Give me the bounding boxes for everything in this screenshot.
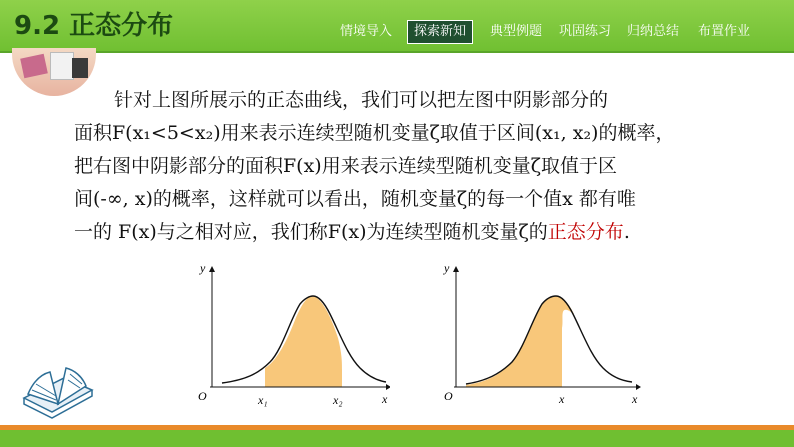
footer-bar: [0, 430, 794, 447]
normal-curve-left-graph: [190, 258, 390, 408]
text-line: 针对上图所展示的正态曲线，我们可以把左图中阴影部分的: [114, 89, 609, 111]
x-axis-label: x: [382, 392, 388, 406]
shaded-area-x1-x2: [265, 296, 342, 387]
text-line: 一的 F(x)与之相对应，我们称F(x)为连续型随机变量ζ的: [74, 221, 548, 243]
x1-label: x₁: [258, 393, 268, 407]
y-axis-label: y: [200, 261, 206, 275]
nav-explore-new[interactable]: 探索新知: [407, 20, 473, 44]
highlight-term: 正态分布: [547, 221, 624, 243]
nav-situation-intro[interactable]: 情境导入: [340, 24, 393, 39]
y-axis-arrow: [209, 266, 215, 272]
text-end: .: [623, 221, 630, 243]
x-axis-arrow: [386, 384, 390, 390]
y-axis-label: y: [444, 261, 450, 275]
nav-typical-examples[interactable]: 典型例题: [490, 24, 543, 39]
text-line: 把右图中阴影部分的面积F(x)用来表示连续型随机变量ζ取值于区: [74, 155, 618, 177]
origin-label: O: [198, 389, 207, 403]
header-divider: [0, 51, 794, 53]
nav-practice[interactable]: 巩固练习: [559, 24, 612, 39]
shaded-area-left-of-x: [466, 296, 574, 387]
x-axis-arrow: [636, 384, 641, 390]
nav-homework[interactable]: 布置作业: [698, 24, 751, 39]
x-mark-label: x: [559, 392, 565, 406]
nav-summary[interactable]: 归纳总结: [627, 24, 680, 39]
x-axis-label: x: [632, 392, 638, 406]
y-axis-arrow: [453, 266, 459, 272]
origin-label: O: [444, 389, 453, 403]
body-text: [74, 84, 774, 249]
text-line-last: [74, 216, 774, 249]
x2-label: x₂: [333, 393, 343, 407]
page-title: 9.2 正态分布: [14, 11, 174, 41]
normal-curve-right-graph: [436, 258, 646, 408]
text-line: 面积F(x₁<5<x₂)用来表示连续型随机变量ζ取值于区间(x₁, x₂)的概率，: [74, 122, 675, 144]
open-book-icon: [18, 360, 98, 422]
text-line: 间(-∞, x)的概率，这样就可以看出，随机变量ζ的每一个值x 都有唯: [74, 188, 636, 210]
